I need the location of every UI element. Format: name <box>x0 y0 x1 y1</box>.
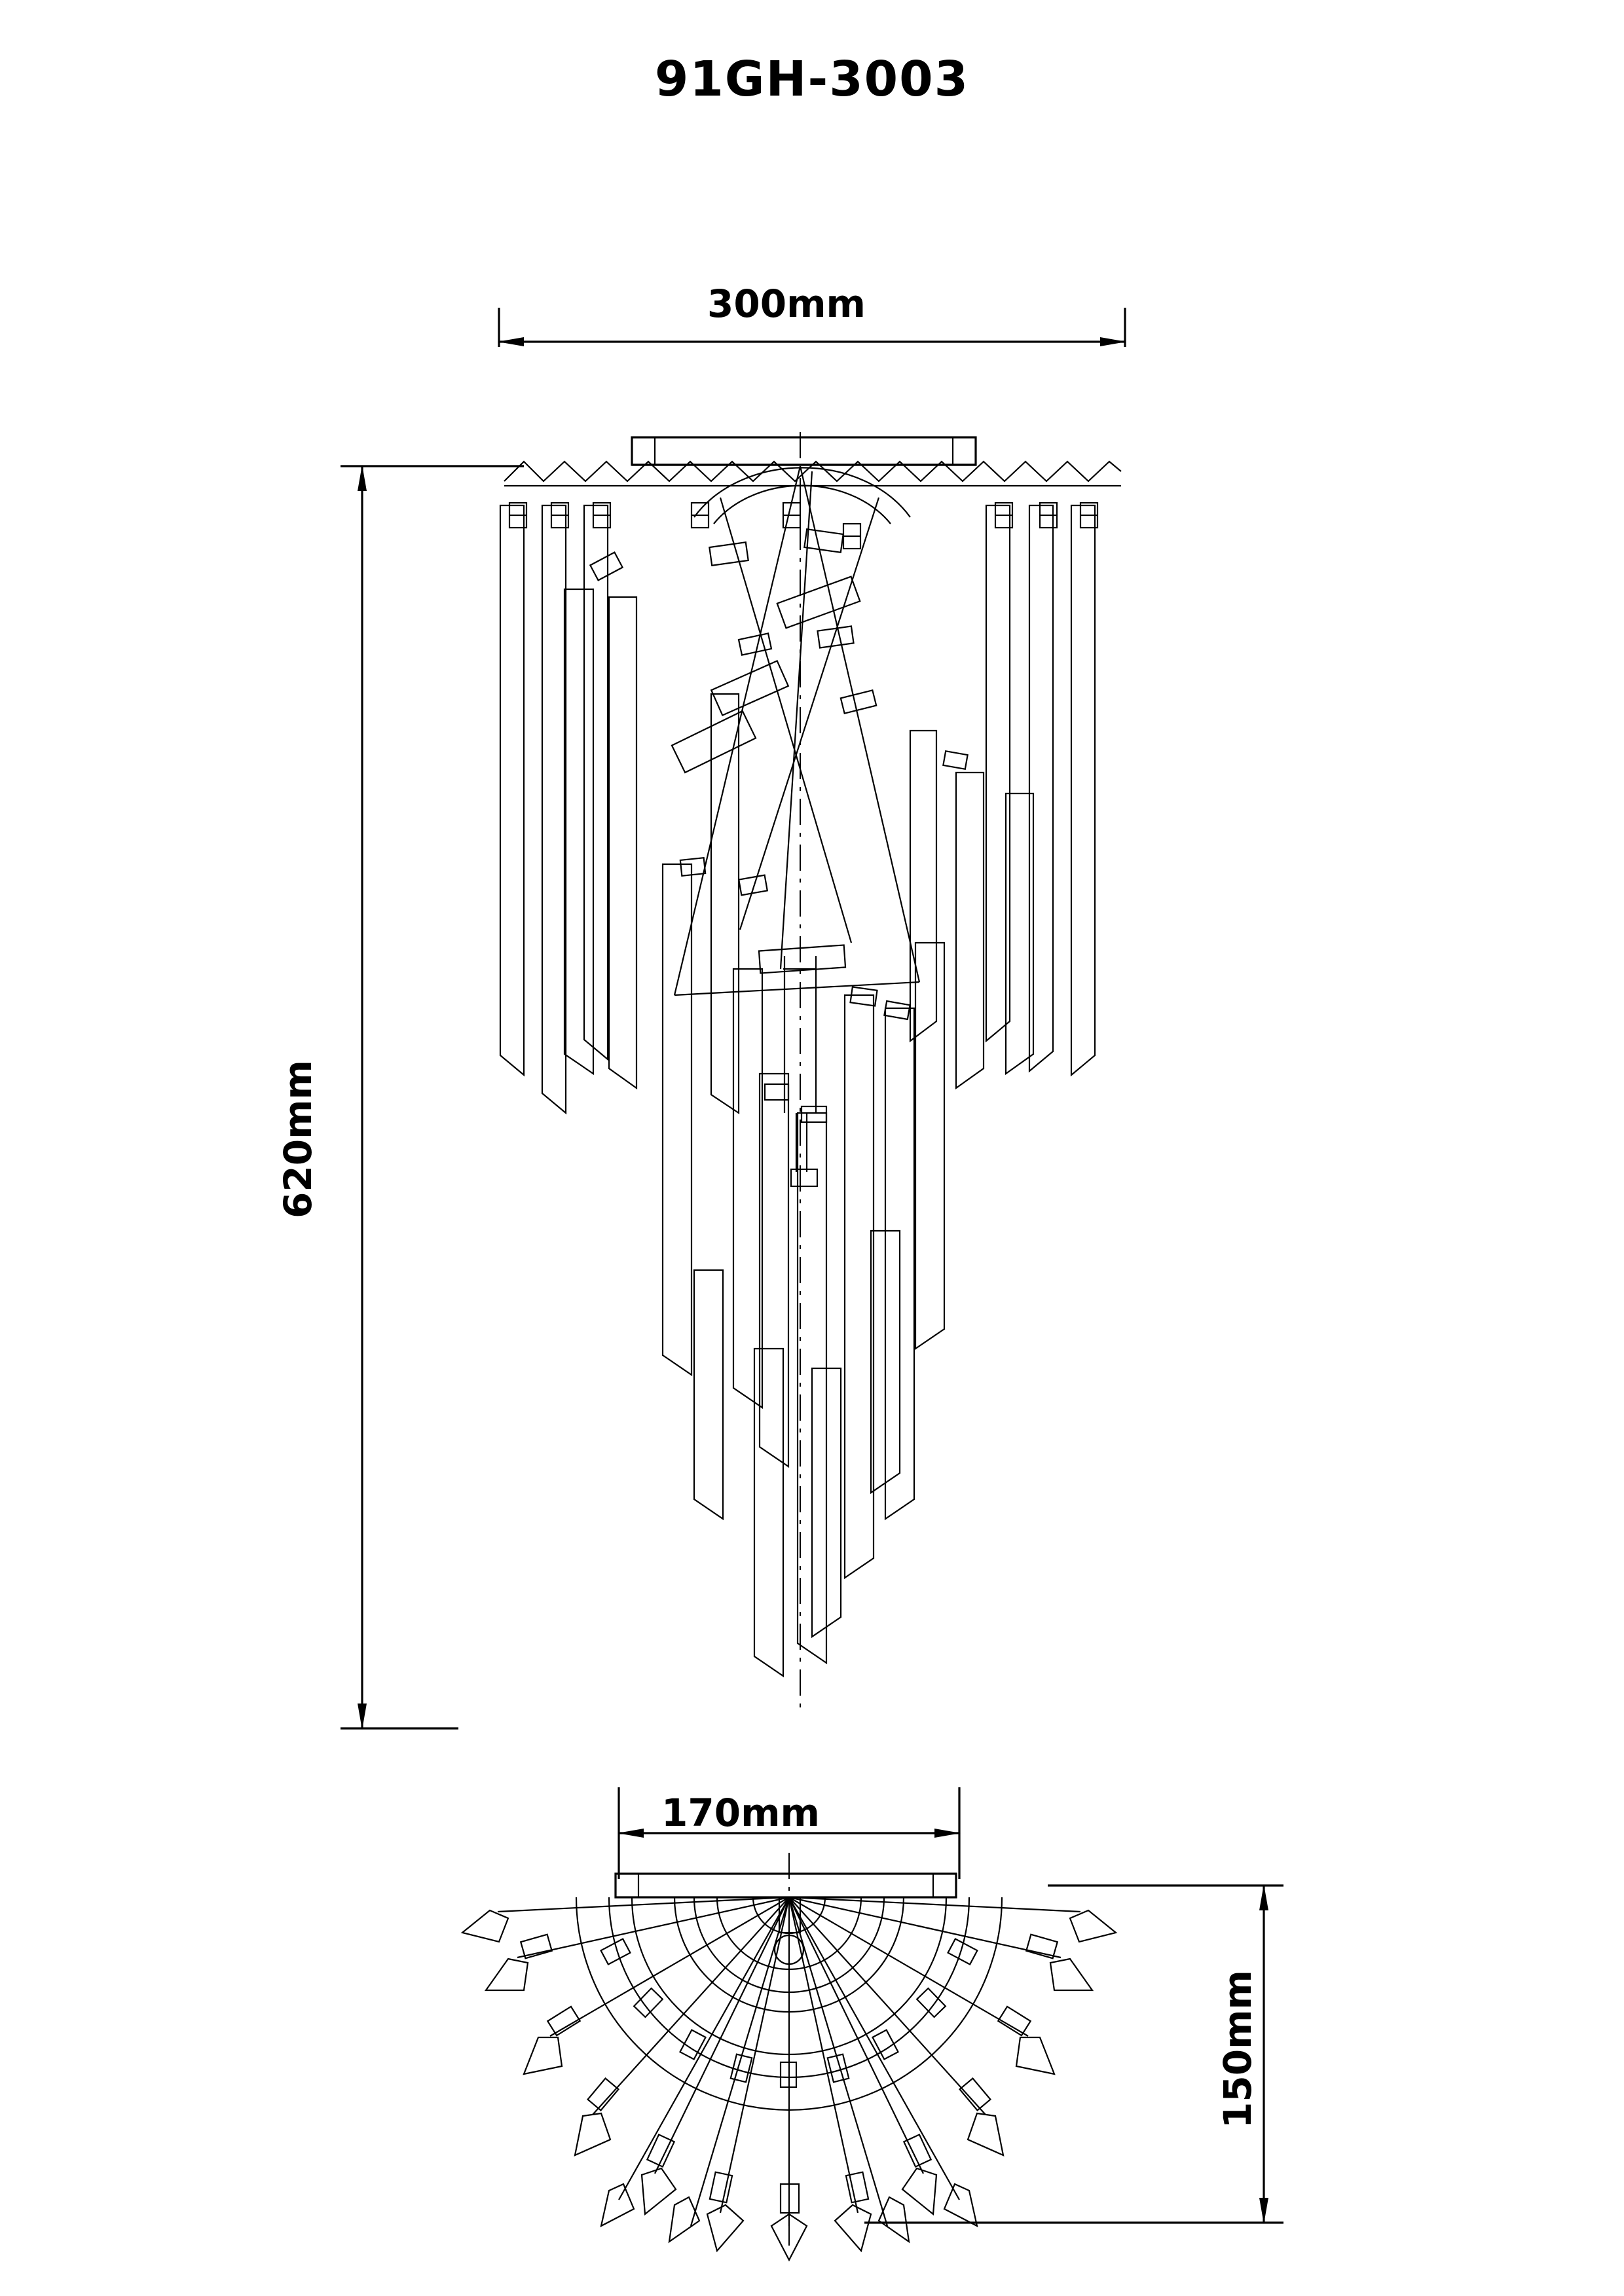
page-title: 91GH-3003 <box>654 51 970 107</box>
front-elevation-view <box>500 432 1121 1715</box>
dimension-plan-height-label: 150mm <box>1215 1970 1260 2128</box>
dimension-plate-width-label: 170mm <box>661 1791 820 1835</box>
bottom-plan-view <box>462 1853 1116 2260</box>
dimension-top-width <box>499 308 1125 347</box>
dimension-overall-height <box>341 466 524 1728</box>
dimension-top-width-label: 300mm <box>707 282 866 326</box>
dimension-overall-height-label: 620mm <box>276 1060 320 1218</box>
